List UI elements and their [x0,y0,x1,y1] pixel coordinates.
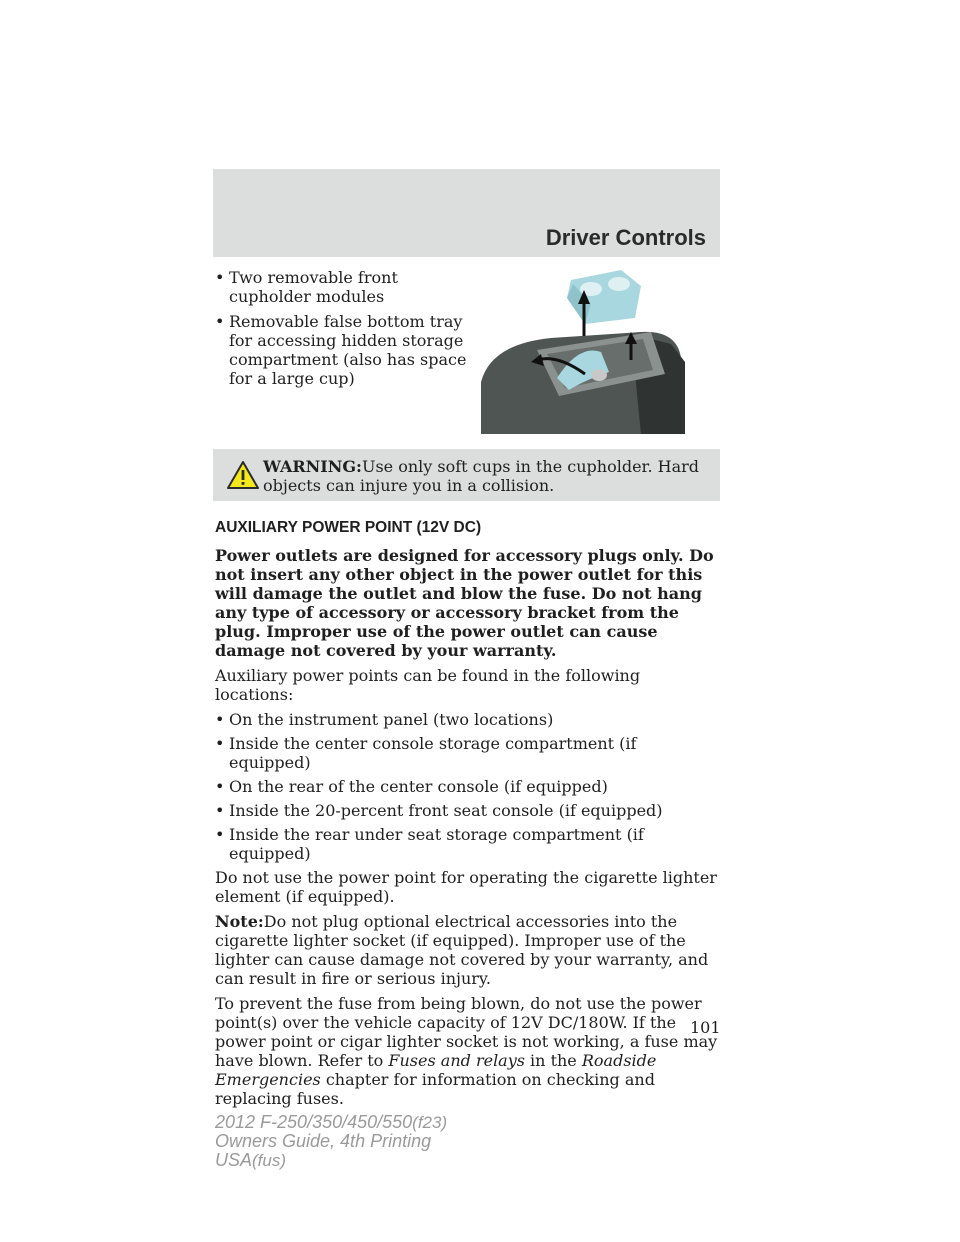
list-item [215,825,720,863]
fuse-paragraph [215,994,720,1108]
warning-box [213,449,720,501]
section-body [215,546,720,1114]
footer-market-code: (fus) [252,1151,287,1170]
page-number: 101 [690,1018,721,1037]
section-heading: AUXILIARY POWER POINT (12V DC) [215,519,482,536]
caution-paragraph: Power outlets are designed for accessory plugs only. Do not insert any other object in the power outlet for this will damage the outlet and blow the fuse. Do not hang any type of accessory or accessory bracket from the plug. Improper use of the power outlet can cause damage not covered by your warranty. [215,546,714,660]
chapter-title: Driver Controls [545,225,706,250]
locations-list [215,710,720,863]
list-item-text: Inside the center console storage compartment (if equipped) [229,734,637,772]
fuse-text-start: To prevent the fuse from being blown, do not use the power point(s) over the vehicle capacity of 12V DC/180W. If the power point or cigar lighter socket is not working, a fuse may have blown. Refer to [215,994,718,1070]
cupholder-illustration [481,262,685,434]
bullet-symbol: • [215,825,225,844]
fuse-text-end: chapter for information on checking and replacing fuses. [215,1070,655,1108]
fuses-and-relays-reference: Fuses and relays [388,1051,525,1070]
footer-market: USA [215,1150,253,1170]
note-label: Note: [215,912,264,931]
cupholder-features-list [215,268,470,394]
footer-line-3 [215,1151,447,1170]
list-item [215,777,720,796]
list-item-text: Removable false bottom tray for accessing hidden storage compartment (also has space for a large cup) [229,312,467,388]
footer-line-1 [215,1113,447,1132]
fuse-text-mid: in the [524,1051,582,1070]
list-item [215,268,470,306]
bullet-symbol: • [215,801,225,820]
bullet-symbol: • [215,734,225,753]
list-item-text: On the instrument panel (two locations) [229,710,554,729]
bullet-symbol: • [215,777,225,796]
warning-text [263,457,703,495]
list-item-text: On the rear of the center console (if equipped) [229,777,608,796]
chapter-header [213,169,720,257]
footer-model: 2012 F-250/350/450/550 [215,1112,413,1132]
list-item [215,801,720,820]
locations-intro: Auxiliary power points can be found in the following locations: [215,666,641,704]
bullet-symbol: • [215,312,225,331]
document-footer [215,1113,447,1170]
warning-triangle-icon [226,460,260,490]
lighter-paragraph: Do not use the power point for operating the cigarette lighter element (if equipped). [215,868,717,906]
list-item-text: Inside the rear under seat storage compartment (if equipped) [229,825,644,863]
warning-label: WARNING: [263,457,362,476]
list-item-text: Two removable front cupholder modules [229,268,398,306]
list-item [215,312,470,388]
note-text: Do not plug optional electrical accessories into the cigarette lighter socket (if equipped). Improper use of the lighter can cause damage not covered by your warranty, and can result in fire or serious injury. [215,912,709,988]
bullet-symbol: • [215,268,225,287]
bullet-symbol: • [215,710,225,729]
list-item-text: Inside the 20-percent front seat console (if equipped) [229,801,663,820]
warning-message: Use only soft cups in the cupholder. Hard objects can injure you in a collision. [263,457,699,495]
footer-line-2: Owners Guide, 4th Printing [215,1131,432,1151]
footer-model-code: (f23) [412,1113,448,1132]
note-paragraph [215,912,720,988]
list-item [215,710,720,729]
list-item [215,734,720,772]
roadside-emergencies-reference: Roadside Emergencies [215,1051,657,1089]
